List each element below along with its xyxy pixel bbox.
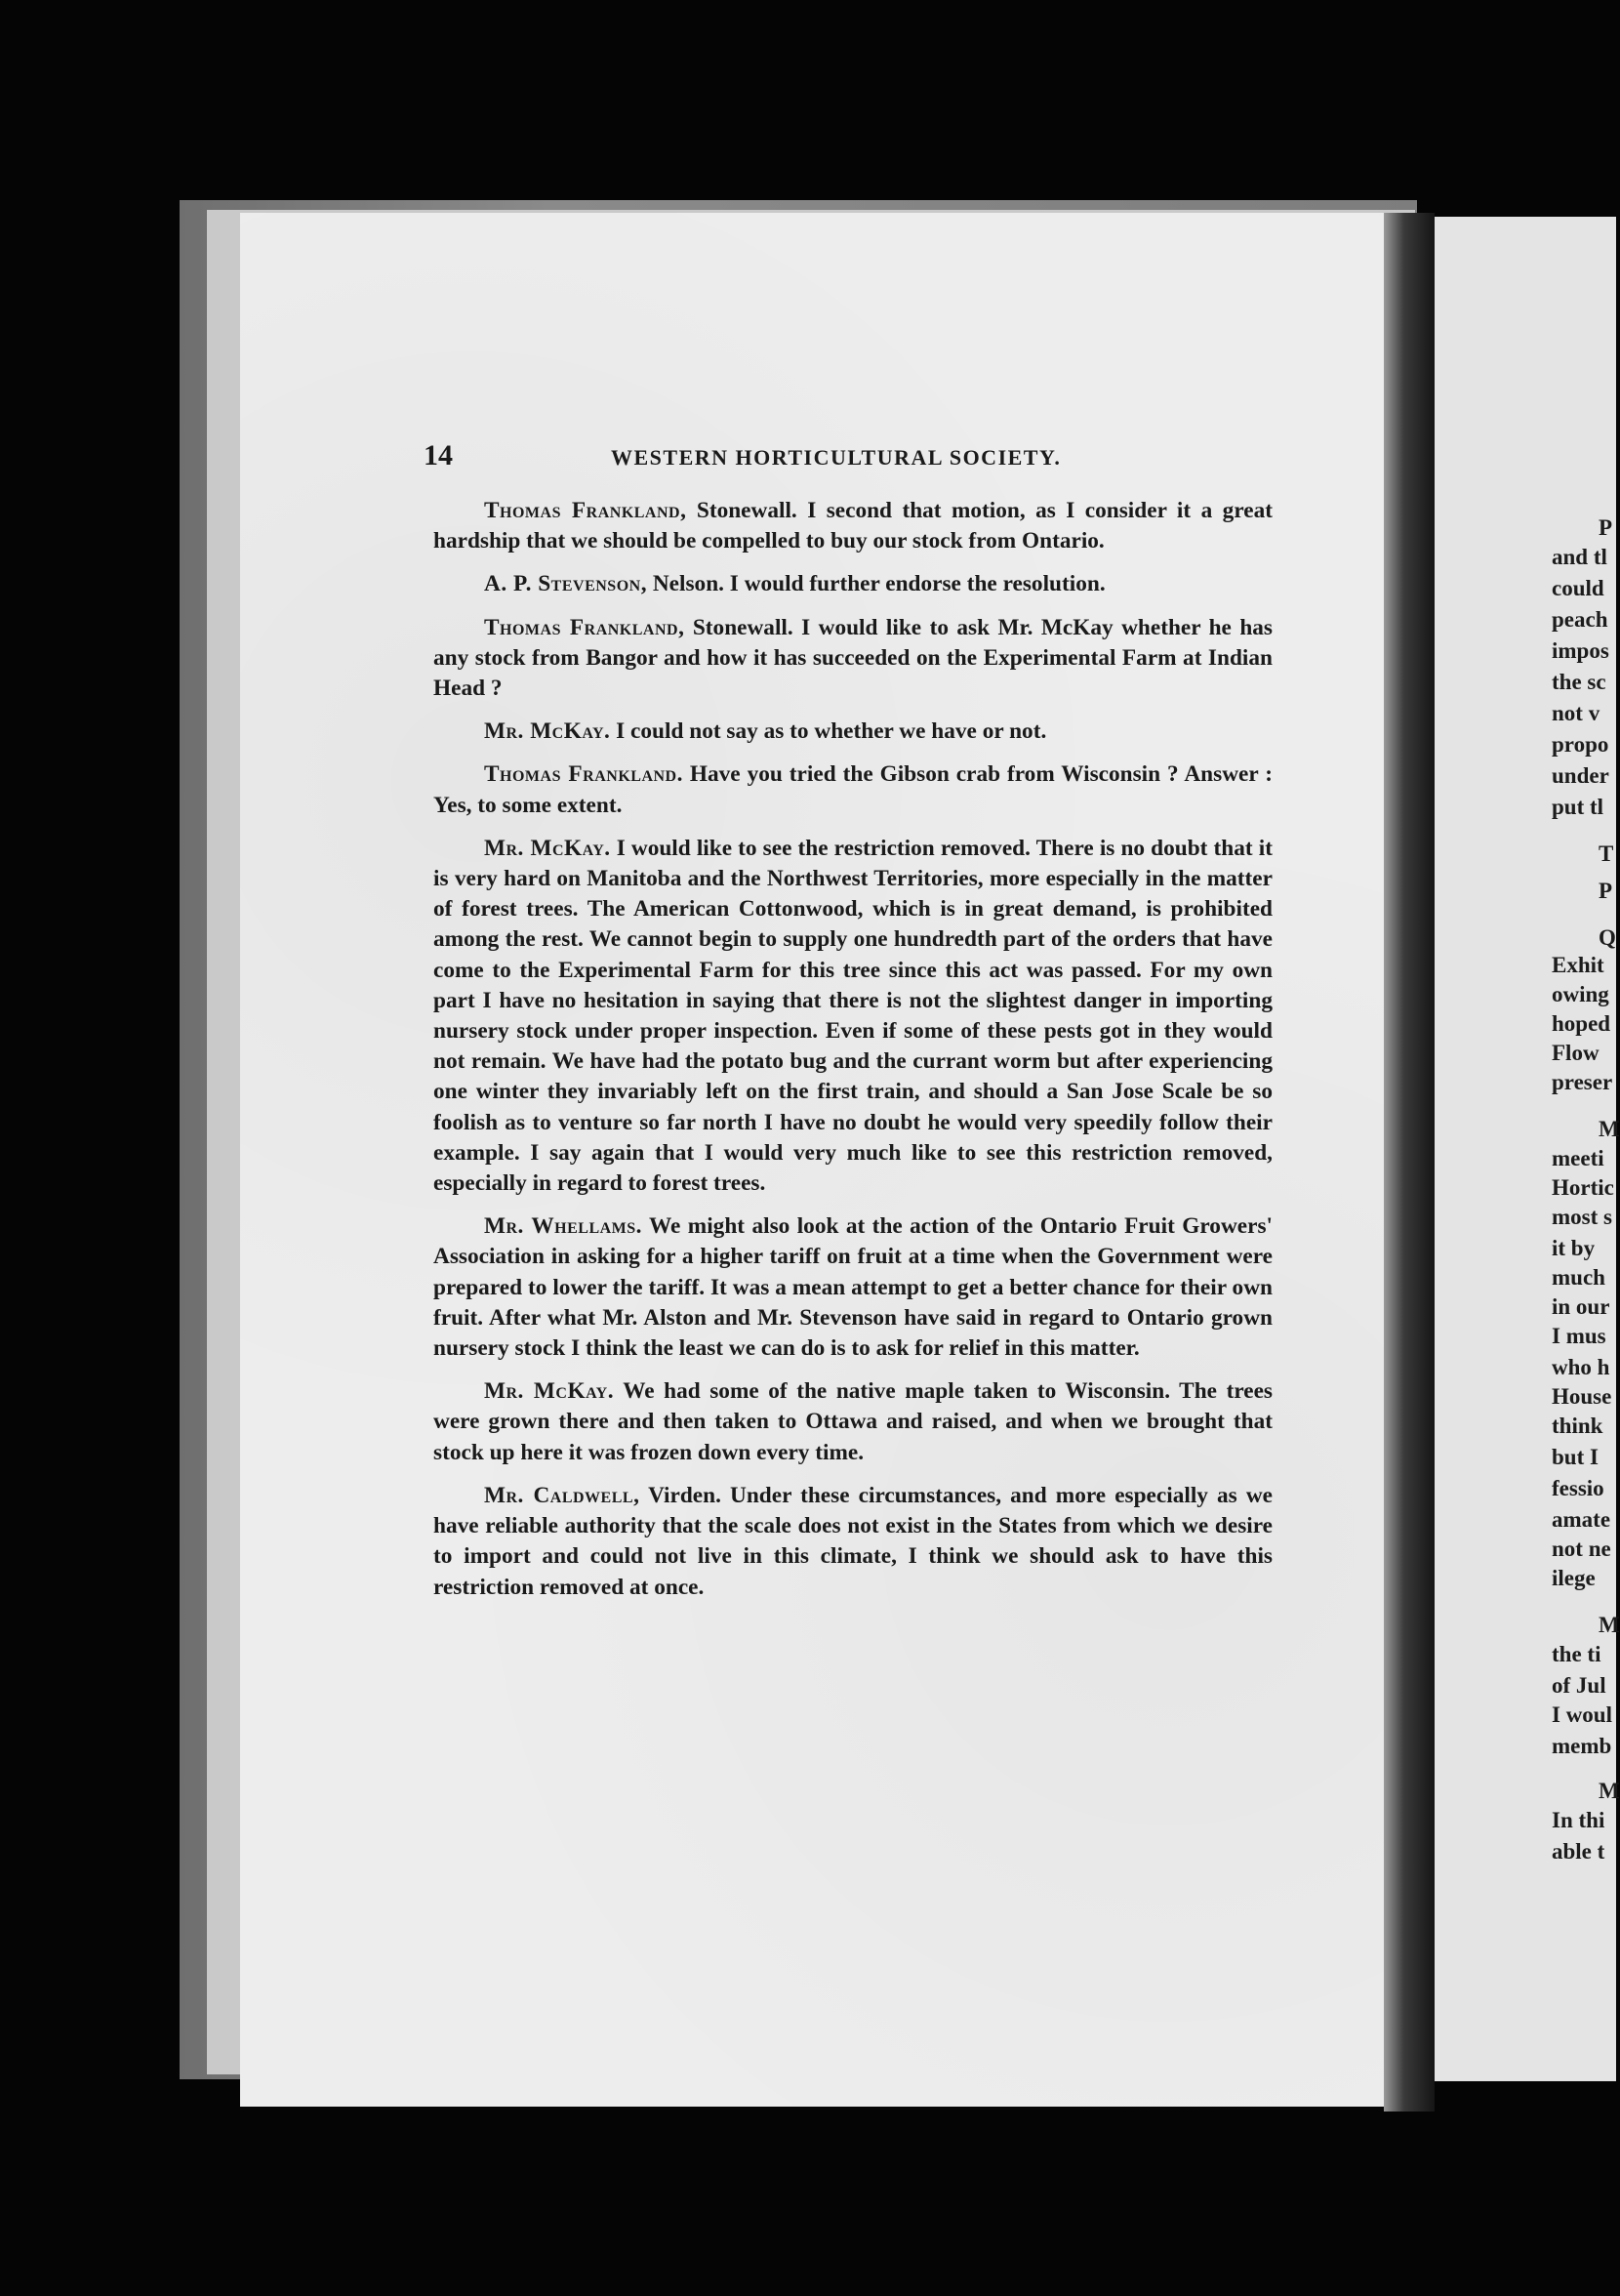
facing-page-fragment: Flow xyxy=(1552,1041,1600,1065)
facing-page-fragment: P xyxy=(1599,879,1613,903)
facing-page-fragment: memb xyxy=(1552,1734,1612,1758)
facing-page-fragment: of Jul xyxy=(1552,1673,1606,1698)
paragraph xyxy=(433,1481,1273,1603)
facing-page-fragment: fessio xyxy=(1552,1476,1604,1500)
page-number: 14 xyxy=(424,439,453,472)
paragraph-text: Virden. Under these circumstances, and more especially as we have reliable authority that the scale does not exist in the States from which we desire to import and could not live in this climate, I think we should ask to have this restriction removed at once. xyxy=(433,1482,1273,1600)
facing-page-fragment: in our xyxy=(1552,1294,1610,1319)
facing-page-fragment: I woul xyxy=(1552,1702,1612,1727)
speaker-name: Thomas Frankland. xyxy=(484,761,683,788)
facing-page-fragment: T xyxy=(1599,841,1614,866)
facing-page-fragment: owing xyxy=(1552,982,1609,1006)
facing-page-fragment: much xyxy=(1552,1265,1605,1290)
speaker-name: Mr. Whellams. xyxy=(484,1213,643,1240)
facing-page-fragment: Hortic xyxy=(1552,1175,1614,1200)
paragraph xyxy=(433,717,1273,747)
speaker-name: Mr. McKay. xyxy=(484,1378,615,1405)
speaker-name: Thomas Frankland, xyxy=(484,498,687,523)
facing-page-fragment: hoped xyxy=(1552,1011,1611,1036)
speaker-name: Mr. McKay. xyxy=(484,835,611,861)
facing-page-fragment: I mus xyxy=(1552,1324,1606,1348)
paragraph-text: We had some of the native maple taken to Wisconsin. The trees were grown there and then taken to Ottawa and raised, and when we brought that stock up here it was frozen down every time. xyxy=(433,1378,1273,1465)
facing-page-fragment: Q xyxy=(1599,925,1616,950)
facing-page-fragment: the ti xyxy=(1552,1642,1601,1666)
paragraph xyxy=(433,1376,1273,1468)
facing-page-fragment: preser xyxy=(1552,1070,1613,1094)
facing-page-fragment: most s xyxy=(1552,1205,1612,1229)
paragraph xyxy=(433,759,1273,820)
facing-page-fragment: and tl xyxy=(1552,545,1607,569)
paragraph-text: Stonewall. I second that motion, as I consider it a great hardship that we should be compelled to buy our stock from Ontario. xyxy=(433,498,1273,554)
facing-page-fragment: amate xyxy=(1552,1507,1611,1532)
paragraph xyxy=(433,1211,1273,1364)
paragraph-text: We might also look at the action of the Ontario Fruit Growers' Association in asking for a higher tariff on fruit at a time when the Government were prepared to lower the tariff. It was a mean attempt to get a better chance for their own fruit. After what Mr. Alston and Mr. Stevenson have said in regard to Ontario grown nursery stock I think the least we can do is to ask for relief in this matter. xyxy=(433,1213,1273,1362)
running-head: WESTERN HORTICULTURAL SOCIETY. xyxy=(611,445,1062,470)
facing-page-fragment: could xyxy=(1552,576,1604,600)
facing-page-fragment: the sc xyxy=(1552,670,1606,694)
paragraph-text: Stonewall. I would like to ask Mr. McKay whether he has any stock from Bangor and how it has succeeded on the Experimental Farm at Indian Head ? xyxy=(433,614,1273,702)
facing-page-fragment: propo xyxy=(1552,732,1609,757)
facing-page-fragment: impos xyxy=(1552,638,1609,663)
paragraph-text: I could not say as to whether we have or not. xyxy=(610,718,1047,745)
facing-page-fragment: P xyxy=(1599,515,1613,540)
facing-page-fragment: In thi xyxy=(1552,1808,1605,1832)
book-gutter xyxy=(1384,213,1435,2112)
facing-page-fragment: peach xyxy=(1552,607,1608,632)
paragraph xyxy=(433,613,1273,705)
speaker-name: Thomas Frankland, xyxy=(484,614,685,640)
facing-page-fragment: able t xyxy=(1552,1839,1605,1864)
speaker-name: A. P. Stevenson, xyxy=(484,571,648,597)
facing-page-fragment: put tl xyxy=(1552,795,1604,819)
facing-page-fragment: M xyxy=(1599,1117,1620,1141)
speaker-name: Mr. McKay. xyxy=(484,718,611,745)
paragraph xyxy=(433,496,1273,556)
paragraph-text: I would like to see the restriction removed. There is no doubt that it is very hard on Manitoba and the Northwest Territories, more especially in the matter of forest trees. The American Cottonwood, which is in great demand, is prohibited among the rest. We cannot begin to supply one hundredth part of the orders that have come to the Experimental Farm for this tree since this act was passed. For my own part I have no hesitation in saying that there is not the slightest danger in importing nursery stock under proper inspection. Even if some of these pests got in they would not remain. We have had the potato bug and the currant worm but after experiencing one winter they invariably left on the first train, and should a San Jose Scale be so foolish as to venture so far north I have no doubt he would very speedily follow their example. I say again that I would very much like to see this restriction removed, especially in regard to forest trees. xyxy=(433,835,1273,1197)
facing-page-fragment: think xyxy=(1552,1414,1603,1438)
facing-page-fragment: not v xyxy=(1552,701,1600,725)
facing-page-fragment: it by xyxy=(1552,1236,1596,1260)
paragraph-text: Have you tried the Gibson crab from Wisconsin ? Answer : Yes, to some extent. xyxy=(433,761,1273,818)
facing-page-fragment: who h xyxy=(1552,1355,1610,1379)
speaker-name: Mr. Caldwell, xyxy=(484,1482,640,1508)
facing-page-fragment: Exhit xyxy=(1552,953,1604,977)
facing-page-fragment: M xyxy=(1599,1779,1620,1803)
page-header xyxy=(424,439,1273,478)
facing-page-fragment: M xyxy=(1599,1613,1620,1637)
facing-page-fragment: House xyxy=(1552,1384,1612,1409)
facing-page-fragment: ilege xyxy=(1552,1566,1596,1590)
facing-page-fragment: under xyxy=(1552,763,1609,788)
facing-page-fragment: but I xyxy=(1552,1445,1599,1469)
page-body xyxy=(433,496,1273,1616)
paragraph xyxy=(433,834,1273,1199)
facing-page-fragment: meeti xyxy=(1552,1146,1604,1170)
facing-page-fragment: not ne xyxy=(1552,1537,1611,1561)
paragraph-text: Nelson. I would further endorse the resolution. xyxy=(647,571,1106,597)
paragraph xyxy=(433,569,1273,599)
